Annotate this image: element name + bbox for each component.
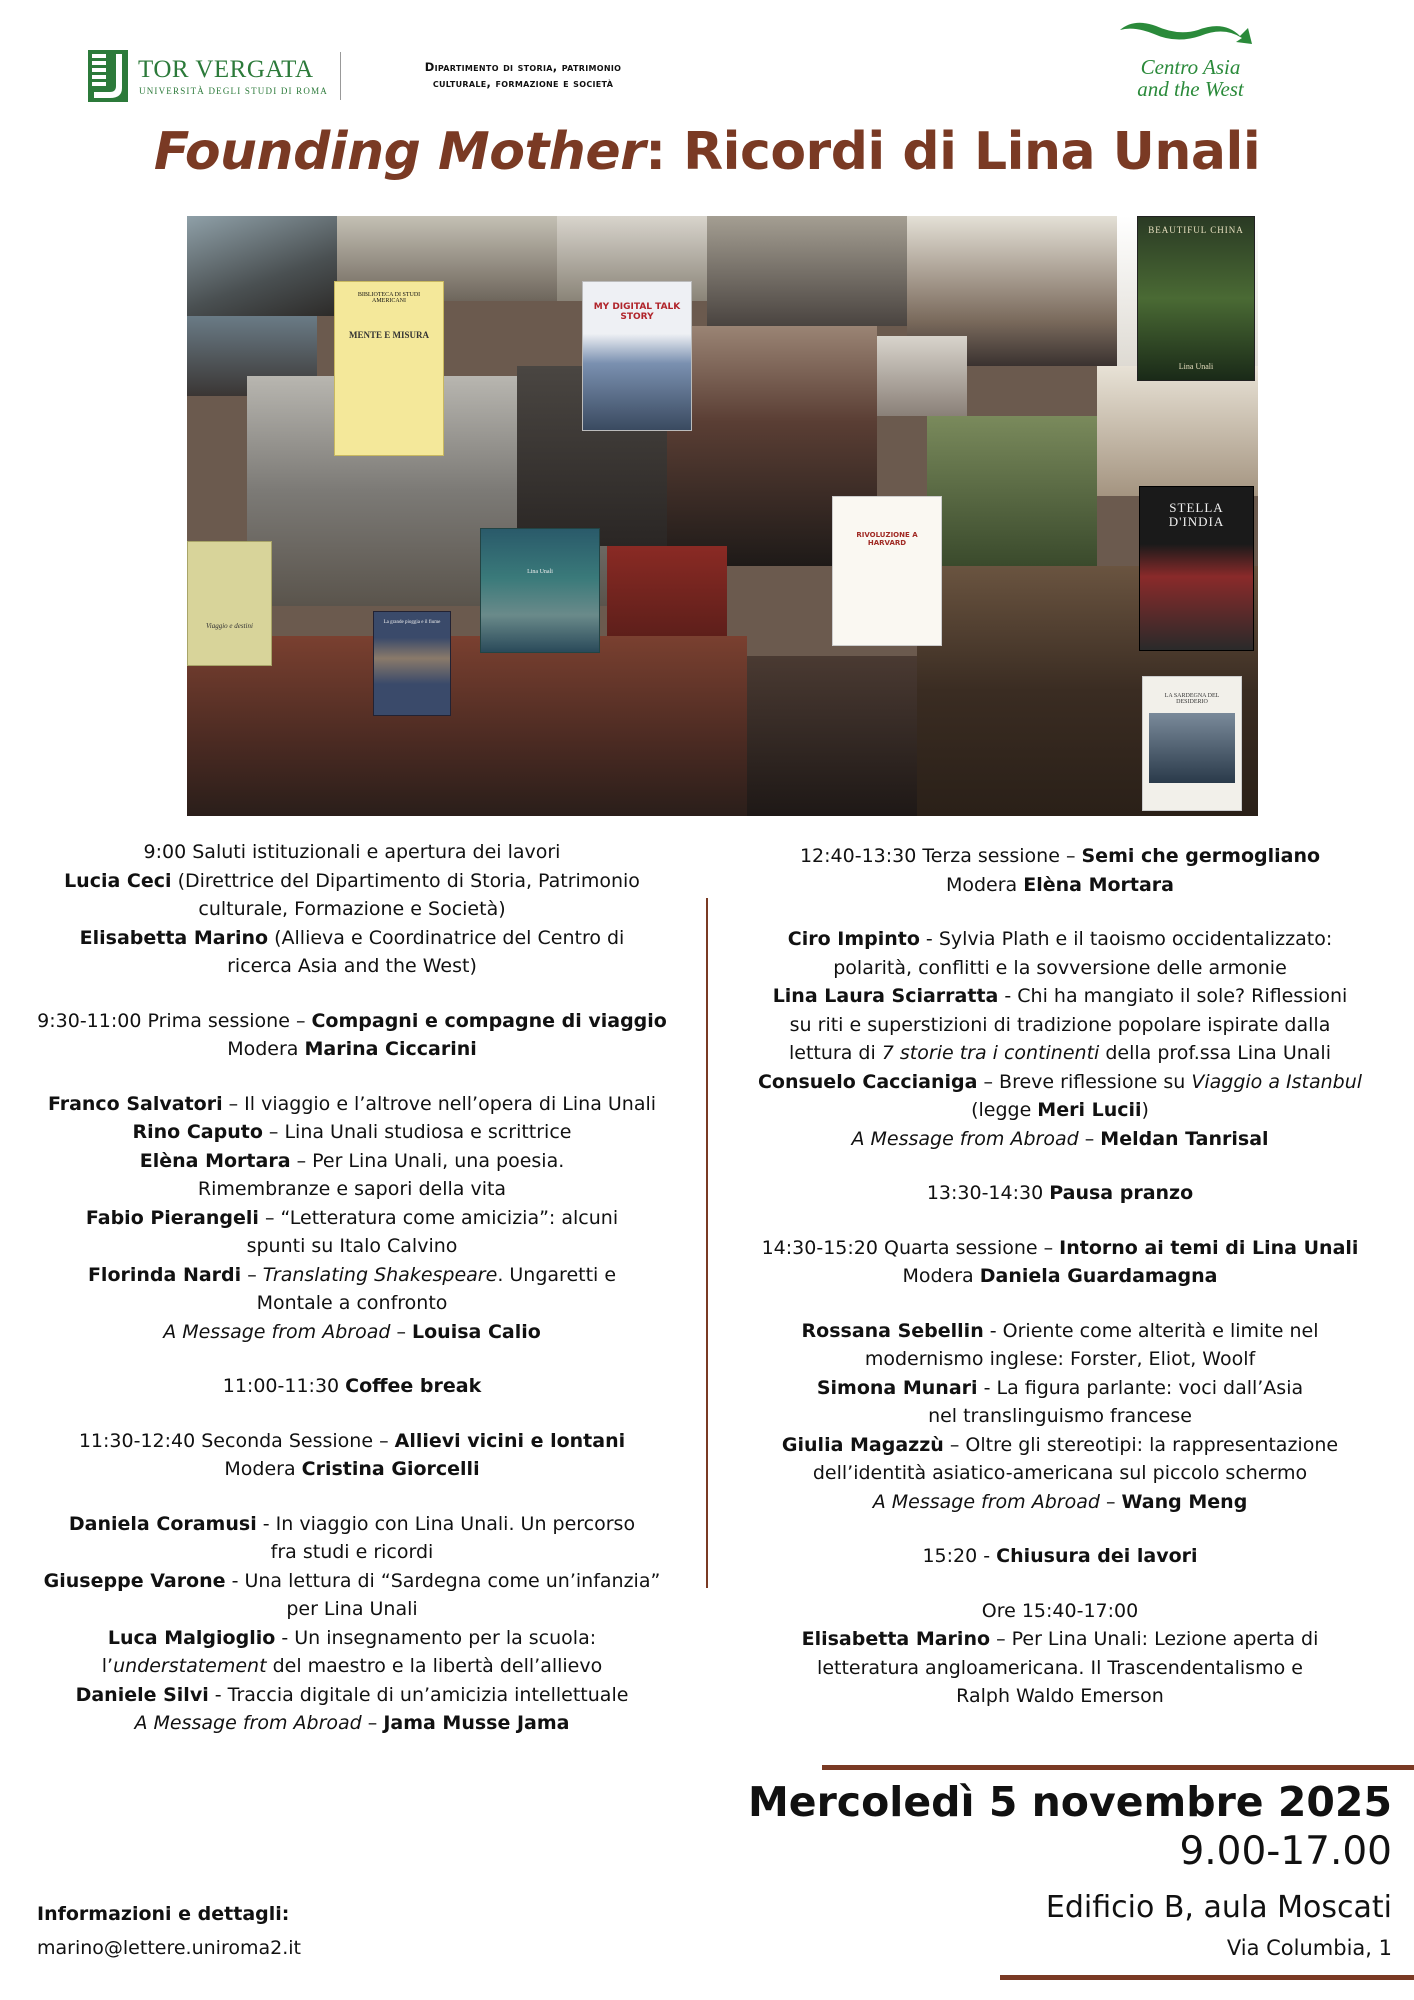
session-2-moderator: Modera Cristina Giorcelli — [224, 1458, 480, 1480]
event-address: Via Columbia, 1 — [1226, 1936, 1392, 1960]
header-divider — [340, 52, 341, 100]
tor-vergata-logo — [88, 50, 346, 106]
speaker-elisabetta-marino: Elisabetta Marino (Allieva e Coordinatrice del Centro di — [79, 926, 625, 949]
talk-ciro-impinto: Ciro Impinto - Sylvia Plath e il taoismo occidentalizzato: — [787, 928, 1333, 950]
talk-lina-laura-sciarratta: Lina Laura Sciarratta - Chi ha mangiato il sole? Riflessioni — [772, 985, 1348, 1007]
talk-daniela-coramusi-cont: fra studi e ricordi — [270, 1541, 434, 1563]
message-louisa-calio: A Message from Abroad – Louisa Calio — [163, 1320, 541, 1343]
talk-giuseppe-varone-cont: per Lina Unali — [286, 1598, 418, 1620]
session-3-heading: 12:40-13:30 Terza sessione – Semi che germogliano — [799, 845, 1321, 867]
book-title: LA SARDEGNA DEL DESIDERIO — [1164, 693, 1220, 705]
talk-fabio-pierangeli-cont: spunti su Italo Calvino — [246, 1235, 458, 1257]
talk-simona-munari: Simona Munari - La figura parlante: voci dall’Asia — [816, 1376, 1304, 1399]
talk-elena-mortara-cont: Rimembranze e sapori della vita — [197, 1178, 507, 1200]
collage-photo — [707, 216, 907, 326]
info-label: Informazioni e dettagli: — [37, 1903, 290, 1925]
session-1-heading: 9:30-11:00 Prima sessione – Compagni e compagne di viaggio — [37, 1009, 667, 1032]
talk-rossana-sebellin: Rossana Sebellin - Oriente come alterità e limite nel — [801, 1319, 1319, 1342]
book-cover-beautiful-china — [1137, 216, 1255, 381]
book-author: Lina Unali — [1178, 362, 1214, 371]
talk-florinda-nardi: Florinda Nardi – Translating Shakespeare. Ungaretti e — [87, 1263, 617, 1286]
talk-luca-malgioglio: Luca Malgioglio - Un insegnamento per la scuola: — [107, 1626, 597, 1649]
centro-asia-swoosh-icon — [1116, 14, 1266, 54]
session-2-heading: 11:30-12:40 Seconda Sessione – Allievi vicini e lontani — [78, 1429, 626, 1452]
book-title: STELLA D'INDIA — [1168, 500, 1225, 529]
opening-line: 9:00 Saluti istituzionali e apertura dei lavori — [143, 841, 561, 863]
talk-luca-malgioglio-cont: l’understatement del maestro e la libertà dell’allievo — [101, 1655, 603, 1677]
book-cover-my-digital-talk-story — [582, 281, 692, 431]
message-jama-musse-jama: A Message from Abroad – Jama Musse Jama — [134, 1712, 570, 1734]
talk-daniele-silvi: Daniele Silvi - Traccia digitale di un’amicizia intellettuale — [75, 1683, 629, 1706]
session-4-heading: 14:30-15:20 Quarta sessione – Intorno ai temi di Lina Unali — [761, 1236, 1359, 1259]
talk-simona-munari-cont: nel translinguismo francese — [928, 1405, 1192, 1427]
talk-giulia-magazzu: Giulia Magazzù – Oltre gli stereotipi: la rappresentazione — [781, 1433, 1339, 1456]
book-title: La grande pioggia e il fiume — [383, 620, 441, 625]
program-column-right — [730, 842, 1390, 1711]
book-title: RIVOLUZIONE A HARVARD — [856, 531, 918, 547]
talk-giuseppe-varone: Giuseppe Varone - Una lettura di “Sardegna come un’infanzia” — [43, 1569, 661, 1592]
centro-asia-name — [1108, 56, 1273, 100]
photo-collage — [187, 216, 1258, 816]
talk-daniela-coramusi: Daniela Coramusi - In viaggio con Lina Unali. Un percorso — [68, 1512, 636, 1535]
title-rest: : Ricordi di Lina Unali — [645, 122, 1261, 182]
lunch-break: 13:30-14:30 Pausa pranzo — [926, 1182, 1194, 1204]
session-3-moderator: Modera Elèna Mortara — [945, 873, 1175, 896]
university-name: TOR VERGATA — [138, 56, 314, 83]
talk-consuelo-caccianiga: Consuelo Caccianiga – Breve riflessione su Viaggio a Istanbul — [757, 1070, 1363, 1093]
message-meldan-tanrisal: A Message from Abroad – Meldan Tanrisal — [851, 1127, 1269, 1150]
talk-ciro-impinto-cont: polarità, conflitti e la sovversione delle armonie — [833, 956, 1287, 979]
open-lesson-cont-2: Ralph Waldo Emerson — [956, 1685, 1164, 1707]
talk-elena-mortara: Elèna Mortara – Per Lina Unali, una poesia. — [139, 1149, 565, 1172]
book-series-label: BIBLIOTECA DI STUDI AMERICANI — [357, 292, 421, 304]
info-email-link[interactable]: marino@lettere.uniroma2.it — [37, 1937, 301, 1959]
footer-rule-bottom — [1000, 1975, 1414, 1980]
speaker-elisabetta-marino-role: ricerca Asia and the West) — [227, 955, 477, 977]
book-author: Lina Unali — [527, 569, 553, 575]
talk-rino-caputo: Rino Caputo – Lina Unali studiosa e scrittrice — [132, 1121, 572, 1143]
coffee-break: 11:00-11:30 Coffee break — [222, 1375, 482, 1397]
book-title: MY DIGITAL TALK STORY — [593, 302, 681, 322]
event-time: 9.00-17.00 — [1179, 1829, 1392, 1874]
book-cover-mente-e-misura — [334, 281, 444, 456]
talk-giulia-magazzu-cont: dell’identità asiatico-americana sul piccolo schermo — [812, 1462, 1308, 1484]
university-subtitle: UNIVERSITÀ DEGLI STUDI DI ROMA — [139, 86, 328, 96]
book-cover-green-sea — [480, 528, 600, 653]
book-cover-la-sardegna-del-desiderio — [1142, 676, 1242, 811]
department-name — [378, 59, 668, 91]
centro-asia-line-1: Centro Asia — [1140, 55, 1241, 79]
event-date: Mercoledì 5 novembre 2025 — [747, 1778, 1392, 1826]
book-cover-rivoluzione-a-harvard — [832, 496, 942, 646]
page-title — [0, 122, 1414, 182]
book-cover-la-grande-pioggia — [373, 611, 451, 716]
talk-florinda-nardi-cont: Montale a confronto — [256, 1292, 448, 1314]
speaker-lucia-ceci: Lucia Ceci (Direttrice del Dipartimento di Storia, Patrimonio — [64, 869, 640, 892]
message-wang-meng: A Message from Abroad – Wang Meng — [872, 1490, 1248, 1513]
centro-asia-logo — [1108, 14, 1268, 104]
collage-photo — [747, 656, 917, 816]
open-lesson-cont: letteratura angloamericana. Il Trascendentalismo e — [817, 1656, 1303, 1679]
book-title: MENTE E MISURA — [348, 330, 429, 340]
centro-asia-line-2: and the West — [1137, 77, 1244, 101]
talk-rossana-sebellin-cont: modernismo inglese: Forster, Eliot, Woolf — [864, 1348, 1256, 1370]
book-cover-stella-dindia — [1139, 486, 1254, 651]
column-divider — [706, 898, 708, 1588]
tor-vergata-emblem-icon — [88, 50, 128, 102]
session-4-moderator: Modera Daniela Guardamagna — [902, 1265, 1218, 1287]
talk-lina-laura-sciarratta-cont-2: lettura di 7 storie tra i continenti della prof.ssa Lina Unali — [788, 1042, 1331, 1064]
program-column-left — [22, 838, 682, 1738]
speaker-lucia-ceci-role: culturale, Formazione e Società) — [198, 898, 506, 920]
book-cover-viaggio — [187, 541, 272, 666]
collage-photo — [877, 336, 967, 416]
talk-lina-laura-sciarratta-cont: su riti e superstizioni di tradizione popolare ispirate dalla — [789, 1013, 1331, 1036]
talk-fabio-pierangeli: Fabio Pierangeli – “Letteratura come amicizia”: alcuni — [85, 1206, 619, 1229]
collage-photo — [187, 216, 337, 316]
closing: 15:20 - Chiusura dei lavori — [922, 1545, 1198, 1567]
book-title: BEAUTIFUL CHINA — [1148, 225, 1244, 235]
title-italic-part: Founding Mother — [153, 122, 646, 182]
department-line-1: Dipartimento di storia, patrimonio — [424, 60, 622, 74]
collage-photo — [927, 416, 1097, 566]
book-title: Viaggio e destini — [206, 622, 253, 630]
open-lesson-speaker: Elisabetta Marino – Per Lina Unali: Lezione aperta di — [801, 1628, 1319, 1650]
talk-consuelo-caccianiga-cont: (legge Meri Lucii) — [971, 1099, 1149, 1121]
open-lesson-time: Ore 15:40-17:00 — [981, 1599, 1139, 1622]
footer-rule-top — [822, 1765, 1414, 1770]
collage-photo — [1097, 366, 1258, 496]
talk-franco-salvatori: Franco Salvatori – Il viaggio e l’altrove nell’opera di Lina Unali — [47, 1092, 657, 1115]
department-line-2: culturale, formazione e società — [432, 76, 614, 90]
session-1-moderator: Modera Marina Ciccarini — [227, 1038, 477, 1060]
event-venue: Edificio B, aula Moscati — [1045, 1890, 1392, 1925]
